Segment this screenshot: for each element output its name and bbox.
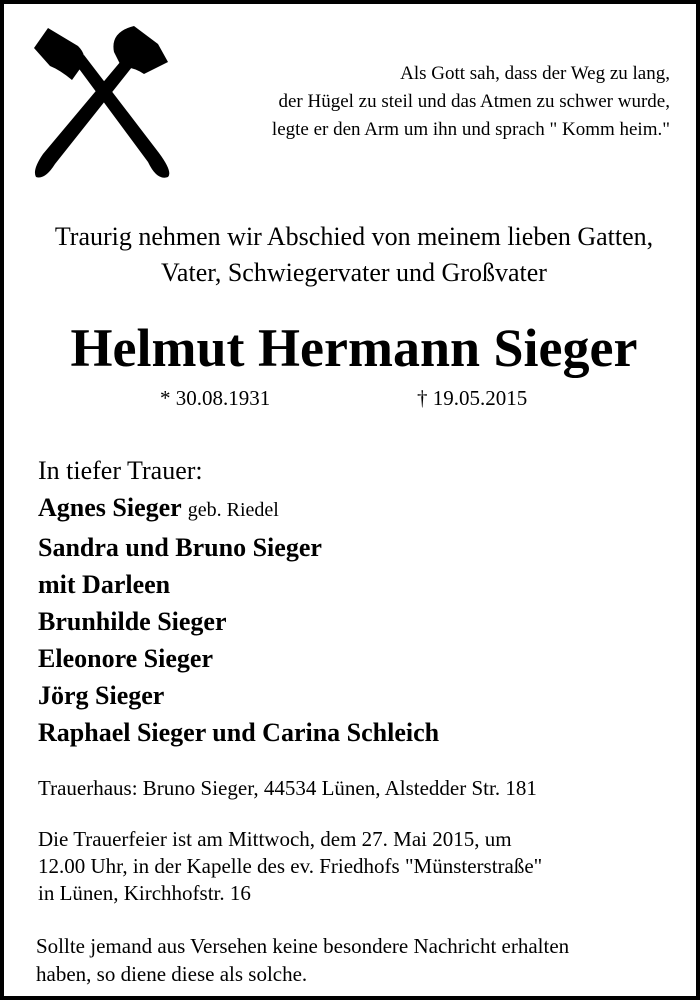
intro-text	[4, 219, 700, 291]
deceased-name: Helmut Hermann Sieger	[70, 318, 638, 378]
intro-line: Vater, Schwiegervater und Großvater	[161, 258, 547, 287]
mourner-entry: Eleonore Sieger	[38, 644, 213, 673]
ceremony-info	[38, 826, 678, 907]
mourner-entry: mit Darleen	[38, 570, 171, 599]
death-date: † 19.05.2015	[417, 386, 528, 410]
ceremony-line: Die Trauerfeier ist am Mittwoch, dem 27. Mai 2015, um	[38, 827, 512, 851]
closing-note	[36, 932, 686, 988]
closing-line: haben, so diene diese als solche.	[36, 962, 308, 986]
quote-line: legte er den Arm um ihn und sprach " Komm heim."	[271, 119, 670, 140]
mourner-entry: Sandra und Bruno Sieger	[38, 533, 322, 562]
mourner-note: geb. Riedel	[187, 499, 279, 521]
ceremony-line: 12.00 Uhr, in der Kapelle des ev. Friedhofs "Münsterstraße"	[38, 854, 543, 878]
mourner-name: Agnes Sieger	[38, 493, 182, 522]
mourners-heading: In tiefer Trauer:	[38, 456, 203, 485]
crossed-hammers-icon	[26, 22, 176, 187]
quote-block	[190, 60, 670, 144]
mourner-entry: Jörg Sieger	[38, 681, 165, 710]
mourner-entry: Raphael Sieger und Carina Schleich	[38, 718, 440, 747]
mourner-entry	[38, 489, 439, 529]
trauerhaus-address: Trauerhaus: Bruno Sieger, 44534 Lünen, Alstedder Str. 181	[38, 776, 537, 800]
mourner-entry: Brunhilde Sieger	[38, 607, 227, 636]
ceremony-line: in Lünen, Kirchhofstr. 16	[38, 881, 251, 905]
closing-line: Sollte jemand aus Versehen keine besondere Nachricht erhalten	[36, 934, 570, 958]
mourners-list	[38, 453, 439, 751]
intro-line: Traurig nehmen wir Abschied von meinem lieben Gatten,	[54, 222, 654, 251]
quote-line: Als Gott sah, dass der Weg zu lang,	[400, 63, 670, 84]
quote-line: der Hügel zu steil und das Atmen zu schwer wurde,	[278, 91, 670, 112]
birth-date: * 30.08.1931	[160, 386, 271, 410]
